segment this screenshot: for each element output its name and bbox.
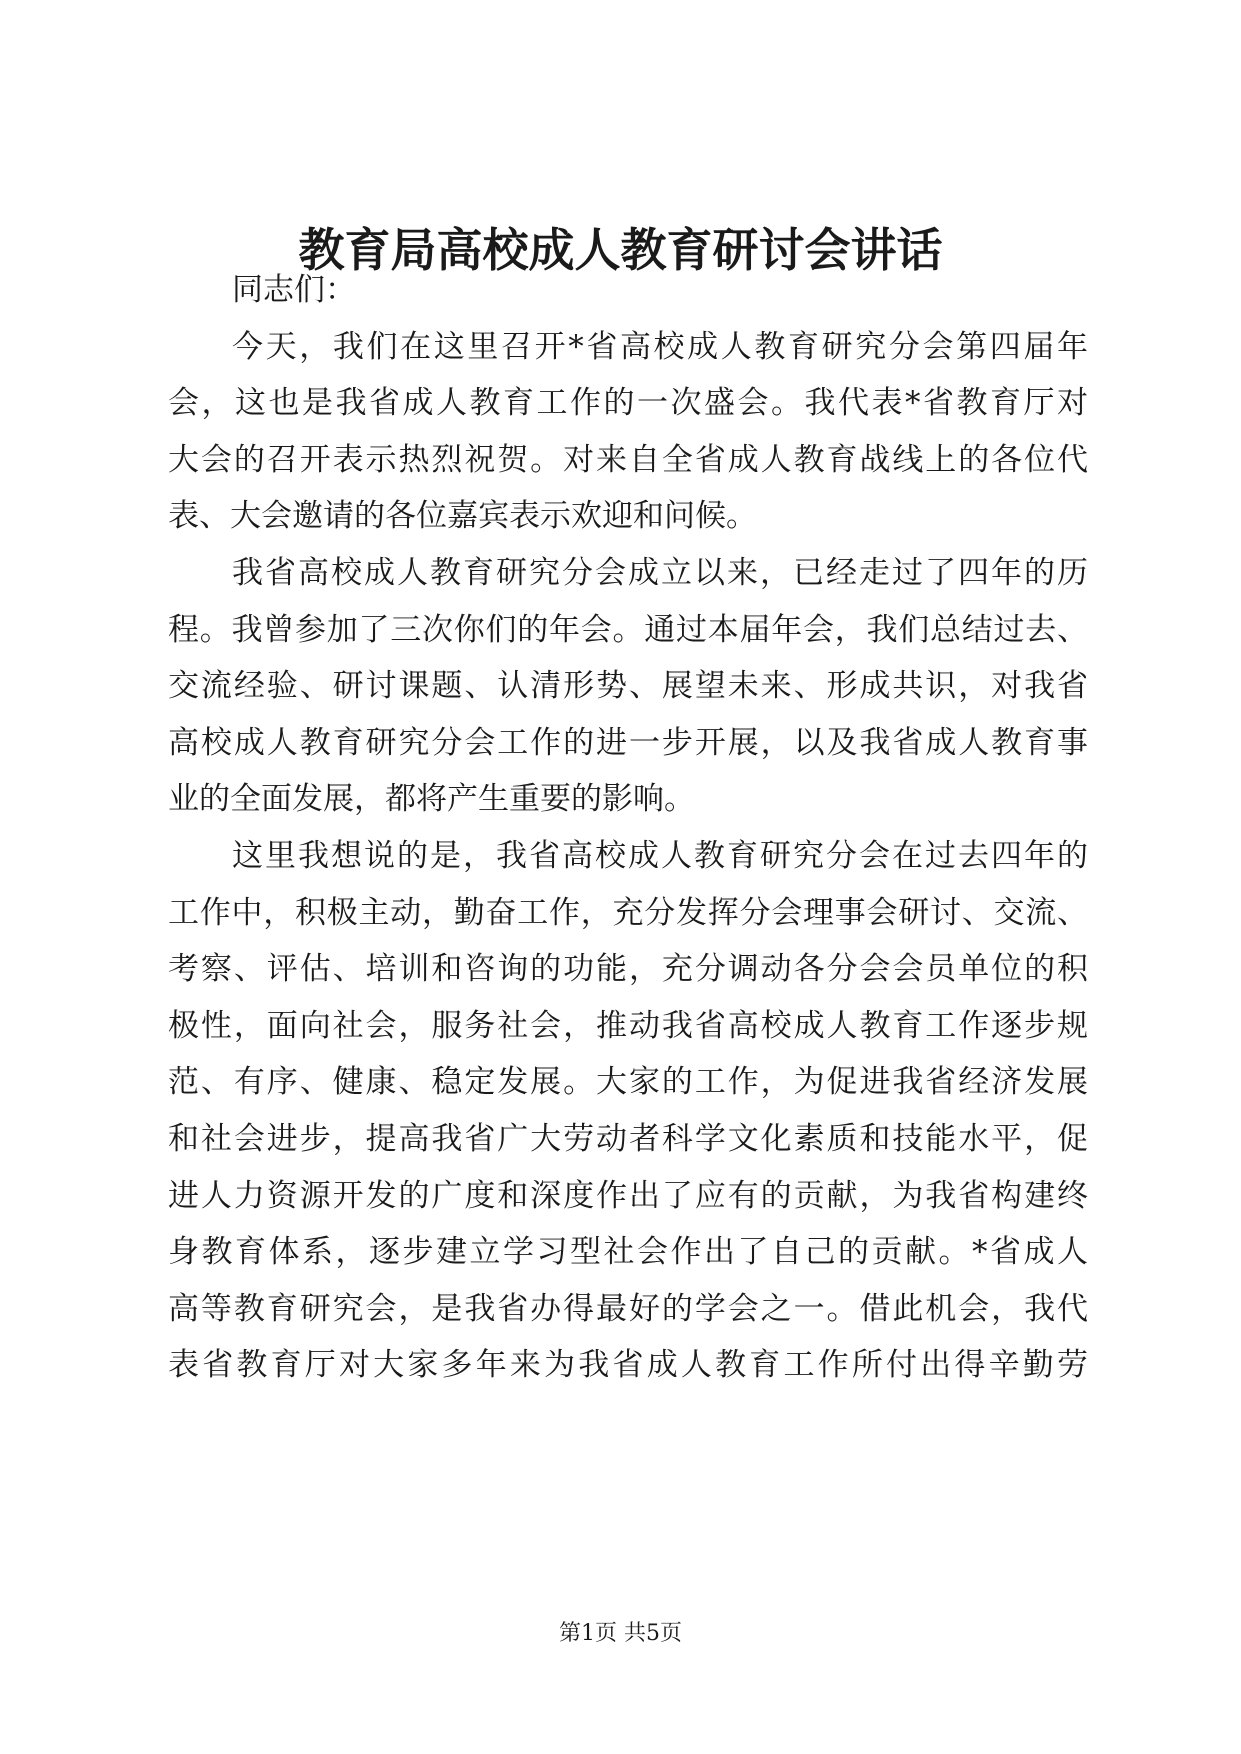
body-line: 高校成人教育研究分会工作的进一步开展，以及我省成人教育事 — [168, 725, 1088, 761]
document-title: 教育局高校成人教育研讨会讲话 — [298, 223, 943, 277]
body-line: 身教育体系，逐步建立学习型社会作出了自己的贡献。*省成人 — [168, 1234, 1088, 1270]
body-line: 这里我想说的是，我省高校成人教育研究分会在过去四年的 — [232, 838, 1088, 874]
body-line: 会，这也是我省成人教育工作的一次盛会。我代表*省教育厅对 — [168, 385, 1088, 421]
body-line: 交流经验、研讨课题、认清形势、展望未来、形成共识，对我省 — [168, 668, 1088, 704]
body-line: 和社会进步，提高我省广大劳动者科学文化素质和技能水平，促 — [168, 1121, 1088, 1157]
body-line: 极性，面向社会，服务社会，推动我省高校成人教育工作逐步规 — [168, 1008, 1088, 1044]
body-line: 大会的召开表示热烈祝贺。对来自全省成人教育战线上的各位代 — [168, 442, 1088, 478]
body-line: 范、有序、健康、稳定发展。大家的工作，为促进我省经济发展 — [168, 1064, 1088, 1100]
page-footer: 第1页 共5页 — [559, 1621, 682, 1646]
body-line: 工作中，积极主动，勤奋工作，充分发挥分会理事会研讨、交流、 — [168, 895, 1088, 931]
body-line: 进人力资源开发的广度和深度作出了应有的贡献，为我省构建终 — [168, 1178, 1088, 1214]
body-line: 考察、评估、培训和咨询的功能，充分调动各分会会员单位的积 — [168, 951, 1088, 987]
body-line: 表、大会邀请的各位嘉宾表示欢迎和问候。 — [168, 498, 757, 534]
body-line: 程。我曾参加了三次你们的年会。通过本届年会，我们总结过去、 — [168, 612, 1088, 648]
body-line: 今天，我们在这里召开*省高校成人教育研究分会第四届年 — [232, 329, 1088, 365]
body-line: 同志们： — [232, 272, 356, 308]
body-line: 高等教育研究会，是我省办得最好的学会之一。借此机会，我代 — [168, 1291, 1088, 1327]
body-line: 业的全面发展，都将产生重要的影响。 — [168, 781, 695, 817]
body-line: 表省教育厅对大家多年来为我省成人教育工作所付出得辛勤劳 — [168, 1347, 1088, 1383]
body-line: 我省高校成人教育研究分会成立以来，已经走过了四年的历 — [232, 555, 1088, 591]
